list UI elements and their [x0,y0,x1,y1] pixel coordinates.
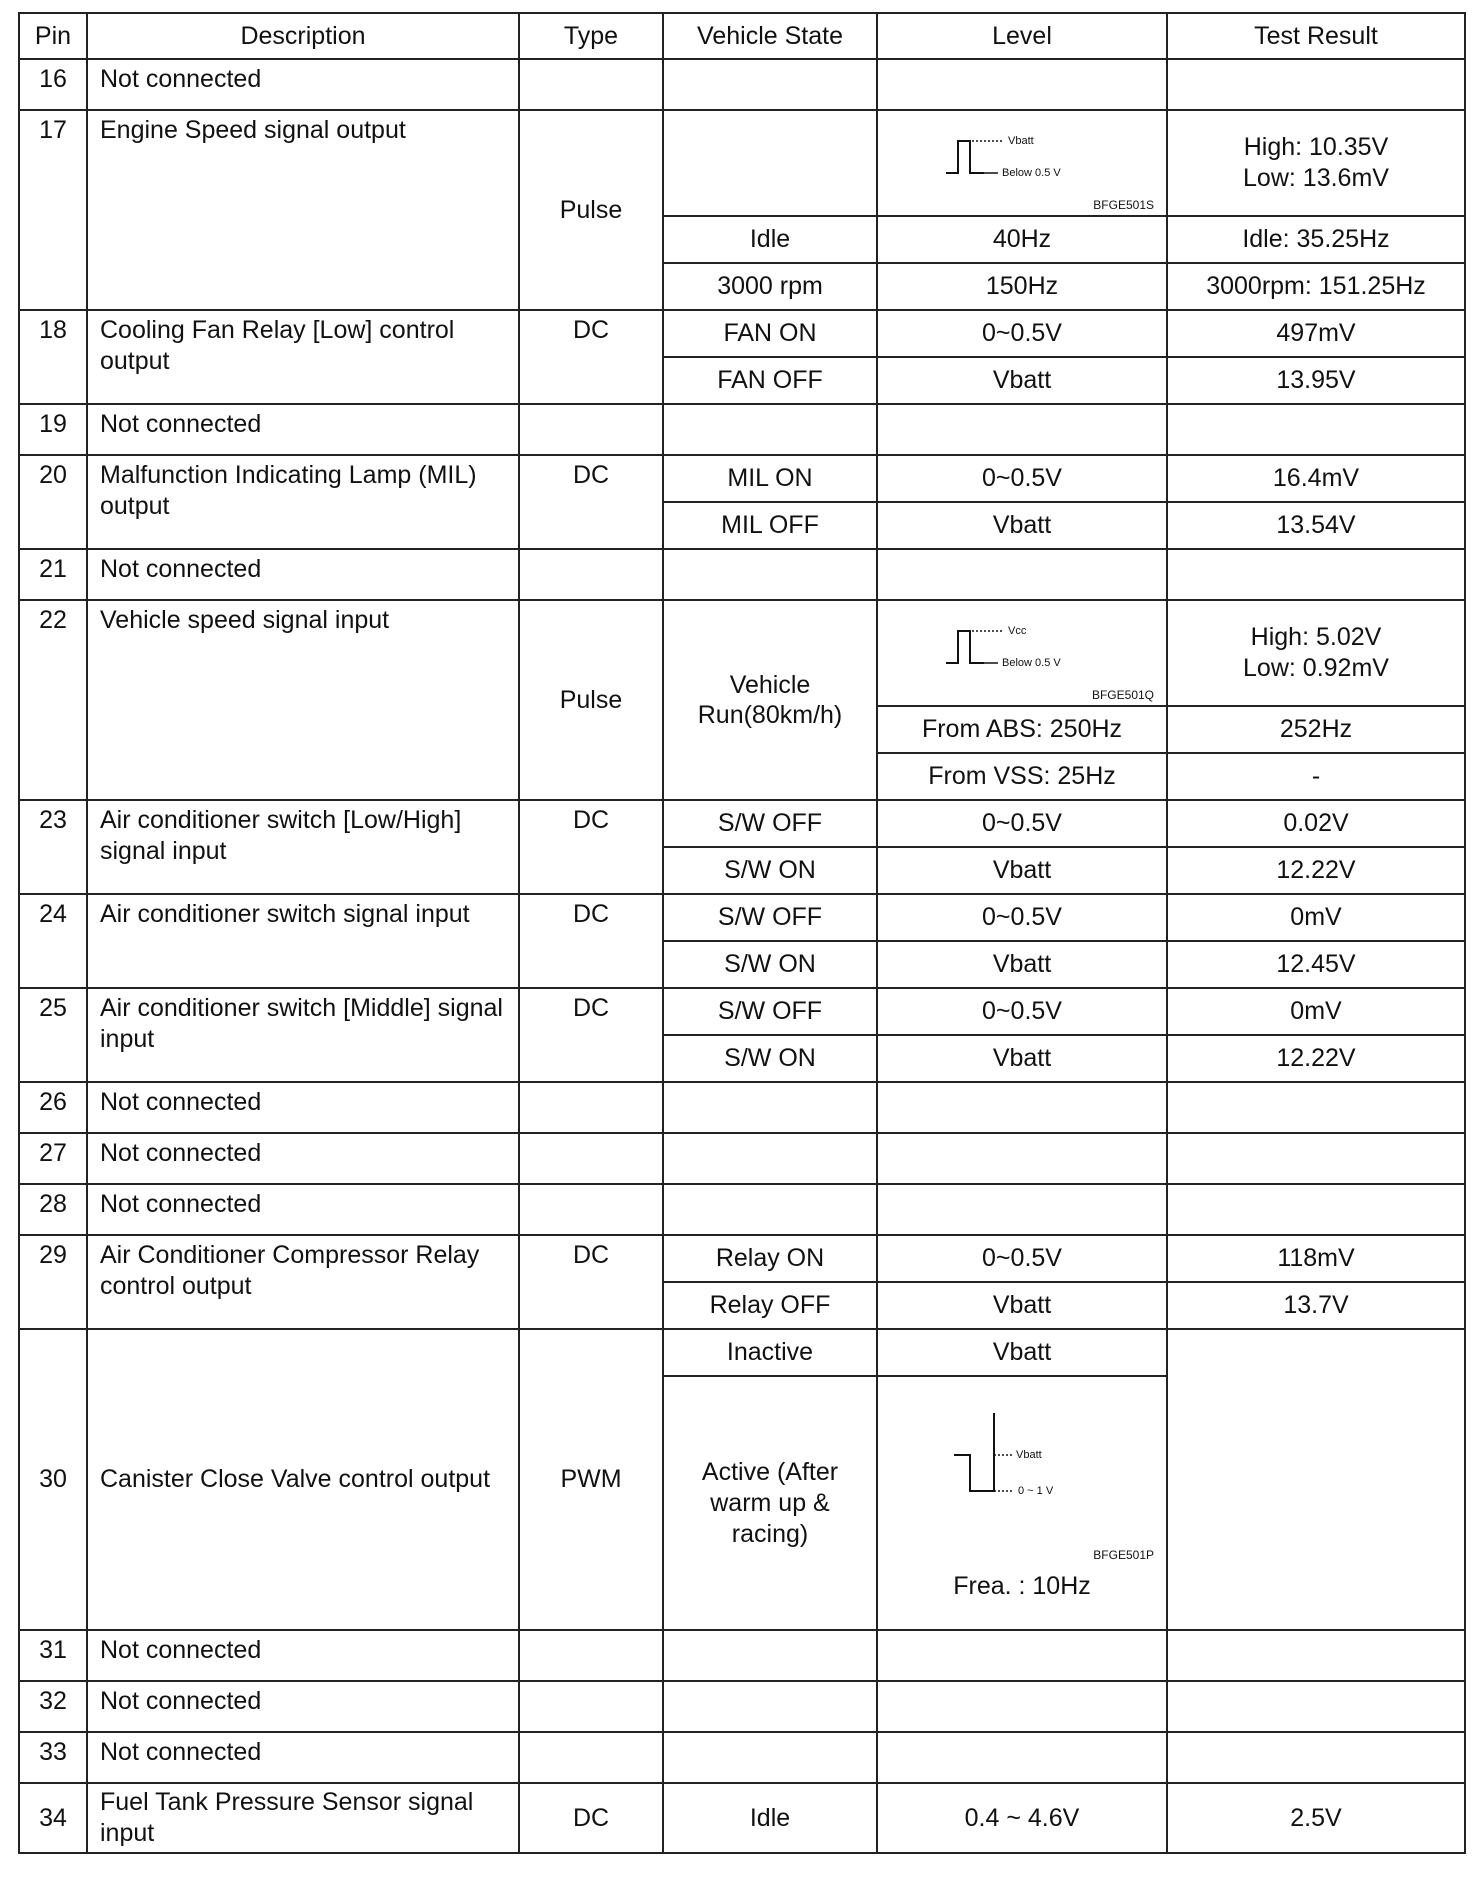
vehicle-state: S/W OFF [663,800,877,847]
vehicle-state: S/W ON [663,941,877,988]
test-result [1167,600,1465,706]
vehicle-state: S/W ON [663,1035,877,1082]
pin-table [18,12,1466,1854]
pin-description: Engine Speed signal output [87,110,519,310]
waveform-cell [877,1376,1167,1630]
pin-type: DC [519,1235,663,1329]
pin-description: Air Conditioner Compressor Relay control output [87,1235,519,1329]
table-row [19,1630,1465,1681]
table-row [19,894,1465,941]
level: 0.4 ~ 4.6V [877,1783,1167,1853]
figure-code: BFGE501Q [1091,688,1154,702]
test-result: 3000rpm: 151.25Hz [1167,263,1465,310]
pin-number: 22 [19,600,87,800]
test-result: 13.54V [1167,502,1465,549]
header-type: Type [519,13,663,59]
table-row [19,800,1465,847]
level: 0~0.5V [877,1235,1167,1282]
vehicle-state: Idle [663,1783,877,1853]
level: Vbatt [877,941,1167,988]
level: From VSS: 25Hz [877,753,1167,800]
table-row [19,1235,1465,1282]
pin-number: 33 [19,1732,87,1783]
waveform-cell [877,600,1167,706]
pin-description: Vehicle speed signal input [87,600,519,800]
pin-description: Not connected [87,1681,519,1732]
pin-description: Not connected [87,1184,519,1235]
vehicle-state: Inactive [663,1329,877,1376]
test-result: 12.45V [1167,941,1465,988]
result-low: Low: 0.92mV [1243,654,1389,682]
waveform-cell [877,110,1167,216]
pulse-waveform [886,111,1158,215]
wave-high-label: Vbatt [1008,135,1034,147]
pin-number: 25 [19,988,87,1082]
table-row [19,1783,1465,1853]
pin-description: Not connected [87,1732,519,1783]
table-row [19,1732,1465,1783]
level: 0~0.5V [877,455,1167,502]
level: Vbatt [877,1282,1167,1329]
pin-number: 31 [19,1630,87,1681]
pin-description: Air conditioner switch signal input [87,894,519,988]
pin-number: 20 [19,455,87,549]
pin-type: Pulse [519,600,663,800]
vehicle-state: 3000 rpm [663,263,877,310]
figure-code: BFGE501P [1093,1547,1154,1562]
header-level: Level [877,13,1167,59]
pin-number: 34 [19,1783,87,1853]
wave-low-label: Below 0.5 V [1002,657,1061,669]
pin-number: 21 [19,549,87,600]
pin-number: 19 [19,404,87,455]
test-result: Idle: 35.25Hz [1167,216,1465,263]
pin-type: DC [519,988,663,1082]
pin-description: Air conditioner switch [Low/High] signal input [87,800,519,894]
test-result: 0.02V [1167,800,1465,847]
result-high: High: 5.02V [1250,623,1382,651]
test-result: 0mV [1167,988,1465,1035]
pin-number: 26 [19,1082,87,1133]
vehicle-state: FAN OFF [663,357,877,404]
header-vehicle-state: Vehicle State [663,13,877,59]
vehicle-state: Active (After warm up & racing) [663,1376,877,1630]
pin-description: Not connected [87,549,519,600]
table-row [19,549,1465,600]
level: 150Hz [877,263,1167,310]
vehicle-state: MIL OFF [663,502,877,549]
header-pin: Pin [19,13,87,59]
header-test-result: Test Result [1167,13,1465,59]
test-result: 16.4mV [1167,455,1465,502]
table-row [19,1329,1465,1376]
header-description: Description [87,13,519,59]
wave-low-label: Below 0.5 V [1002,167,1061,179]
test-result [1167,1329,1465,1630]
pin-description: Fuel Tank Pressure Sensor signal input [87,1783,519,1853]
pin-description: Not connected [87,1133,519,1184]
pin-number: 32 [19,1681,87,1732]
level: From ABS: 250Hz [877,706,1167,753]
pin-number: 24 [19,894,87,988]
table-row [19,1184,1465,1235]
wave-low-label: 0 ~ 1 V [1018,1484,1054,1497]
pin-number: 23 [19,800,87,894]
pin-type: DC [519,455,663,549]
level: Vbatt [877,847,1167,894]
pulse-waveform [886,601,1158,705]
level: Vbatt [877,357,1167,404]
pin-type: DC [519,310,663,404]
pin-number: 18 [19,310,87,404]
table-row [19,988,1465,1035]
pwm-waveform [886,1405,1158,1565]
level: 40Hz [877,216,1167,263]
level: Vbatt [877,1035,1167,1082]
test-result: 12.22V [1167,1035,1465,1082]
pin-description: Air conditioner switch [Middle] signal input [87,988,519,1082]
vehicle-state: Relay OFF [663,1282,877,1329]
vehicle-state: Vehicle Run(80km/h) [663,600,877,800]
pin-number: 28 [19,1184,87,1235]
vehicle-state: Relay ON [663,1235,877,1282]
vehicle-state: Idle [663,216,877,263]
pin-number: 27 [19,1133,87,1184]
table-row [19,1133,1465,1184]
test-result: - [1167,753,1465,800]
pin-number: 17 [19,110,87,310]
pin-description: Malfunction Indicating Lamp (MIL) output [87,455,519,549]
table-row [19,404,1465,455]
test-result: 12.22V [1167,847,1465,894]
test-result: 13.7V [1167,1282,1465,1329]
table-row [19,1082,1465,1133]
vehicle-state: S/W OFF [663,894,877,941]
level: 0~0.5V [877,988,1167,1035]
level: 0~0.5V [877,894,1167,941]
pin-type: DC [519,1783,663,1853]
table-row [19,310,1465,357]
pin-description: Canister Close Valve control output [87,1329,519,1630]
vehicle-state: S/W ON [663,847,877,894]
table-row [19,110,1465,216]
table-row [19,59,1465,110]
test-result: 118mV [1167,1235,1465,1282]
pin-description: Not connected [87,59,519,110]
table-row [19,1681,1465,1732]
pin-description: Not connected [87,1630,519,1681]
level: 0~0.5V [877,310,1167,357]
pin-description: Not connected [87,1082,519,1133]
pin-number: 16 [19,59,87,110]
level: Vbatt [877,1329,1167,1376]
test-result: 252Hz [1167,706,1465,753]
pin-type: DC [519,800,663,894]
pin-type: Pulse [519,110,663,310]
test-result: 2.5V [1167,1783,1465,1853]
pin-type: PWM [519,1329,663,1630]
wave-high-label: Vbatt [1016,1448,1042,1461]
header-row [19,13,1465,59]
table-row [19,600,1465,706]
table-row [19,455,1465,502]
test-result: 13.95V [1167,357,1465,404]
pin-description: Not connected [87,404,519,455]
figure-code: BFGE501S [1093,198,1154,212]
pin-number: 30 [19,1329,87,1630]
vehicle-state: S/W OFF [663,988,877,1035]
result-low: Low: 13.6mV [1243,164,1389,192]
pin-description: Cooling Fan Relay [Low] control output [87,310,519,404]
wave-high-label: Vcc [1008,625,1027,637]
vehicle-state: MIL ON [663,455,877,502]
level: Vbatt [877,502,1167,549]
pin-type: DC [519,894,663,988]
result-high: High: 10.35V [1243,133,1389,161]
vehicle-state: FAN ON [663,310,877,357]
level: 0~0.5V [877,800,1167,847]
pwm-frequency: Frea. : 10Hz [953,1571,1091,1600]
test-result: 497mV [1167,310,1465,357]
test-result [1167,110,1465,216]
pin-number: 29 [19,1235,87,1329]
test-result: 0mV [1167,894,1465,941]
